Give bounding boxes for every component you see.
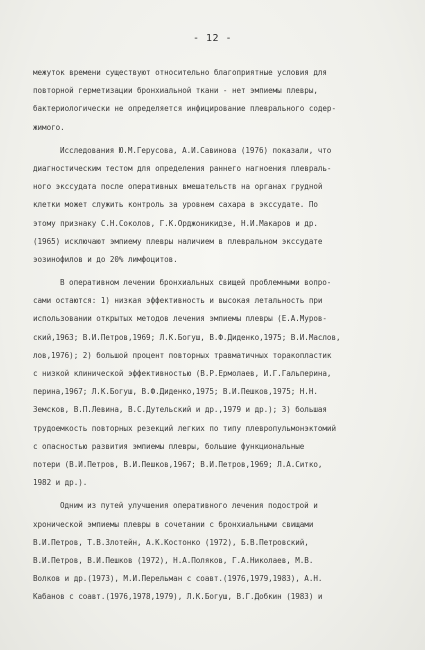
text-line: хронической эмпиемы плевры в сочетании с бронхиальными свищами xyxy=(33,519,314,529)
text-line: этому признаку С.Н.Соколов, Г.К.Орджоникидзе, Н.И.Макаров и др. xyxy=(33,218,318,228)
text-line: повторной герметизации бронхиальной ткани - нет эмпиемы плевры, xyxy=(33,86,318,96)
text-line: ного экссудата после оперативных вмешательств на органах грудной xyxy=(33,182,323,192)
text-line: перина,1967; Л.К.Богуш, В.Ф.Диденко,1975; В.И.Пешков,1975; Н.Н. xyxy=(33,387,318,397)
text-line: межуток времени существуют относительно благоприятные условия для xyxy=(33,68,327,77)
text-line: Волков и др.(1973), М.И.Перельман с соавт.(1976,1979,1983), А.Н. xyxy=(33,574,323,584)
text-line: использовании открытых методов лечения эмпиемы плевры (Е.А.Муров- xyxy=(33,314,327,324)
text-line: Земсков, В.П.Левина, В.С.Дутельский и др.,1979 и др.); 3) большая xyxy=(33,405,327,415)
text-line: с опасностью развития эмпиемы плевры, большие функциональные xyxy=(33,441,305,451)
text-line: трудоемкость повторных резекций легких по типу плевропульмонэктомий xyxy=(33,423,336,433)
text-line: потери (В.И.Петров, В.И.Пешков,1967; В.И.Петров,1969; Л.А.Ситко, xyxy=(33,459,323,469)
text-line: (1965) исключают эмпиему плевры наличием в плевральном экссудате xyxy=(33,236,323,246)
text-line: В.И.Петров, В.И.Пешков (1972), Н.А.Поляков, Г.А.Николаев, М.В. xyxy=(33,555,314,565)
text-line: с низкой клинической эффективностью (В.Р.Ермолаев, И.Г.Гальперина, xyxy=(33,369,332,378)
text-line: Одним из путей улучшения оперативного лечения подострой и xyxy=(60,501,318,511)
text-line: бактериологически не определяется инфицирование плеврального содер- xyxy=(33,104,336,114)
text-line: лов,1976); 2) большой процент повторных травматичных торакопластик xyxy=(33,350,332,360)
text-line: Кабанов с соавт.(1976,1978,1979), Л.К.Богуш, В.Г.Добкин (1983) и xyxy=(33,592,323,602)
text-line: ский,1963; В.И.Петров,1969; Л.К.Богуш, В.Ф.Диденко,1975; В.И.Маслов, xyxy=(33,332,341,342)
document-body xyxy=(33,64,401,606)
text-line: клетки может служить контроль за уровнем сахара в экссудате. По xyxy=(33,200,318,210)
page-number: - 12 - xyxy=(192,33,233,44)
text-line: В оперативном лечении бронхиальных свищей проблемными вопро- xyxy=(60,278,332,288)
text-line: В.И.Петров, Т.В.Злотейн, А.К.Костонко (1972), Б.В.Петровский, xyxy=(33,537,309,547)
text-line: диагностическим тестом для определения раннего нагноения плевраль- xyxy=(33,163,332,173)
text-line: эозинофилов и до 20% лимфоцитов. xyxy=(33,254,178,264)
text-line: сами остаются: 1) низкая эффективность и высокая летальность при xyxy=(33,296,323,306)
text-line: Исследования Ю.М.Герусова, А.И.Савинова (1976) показали, что xyxy=(60,145,332,155)
text-line: жимого. xyxy=(33,122,65,132)
text-line: 1982 и др.). xyxy=(33,478,88,488)
